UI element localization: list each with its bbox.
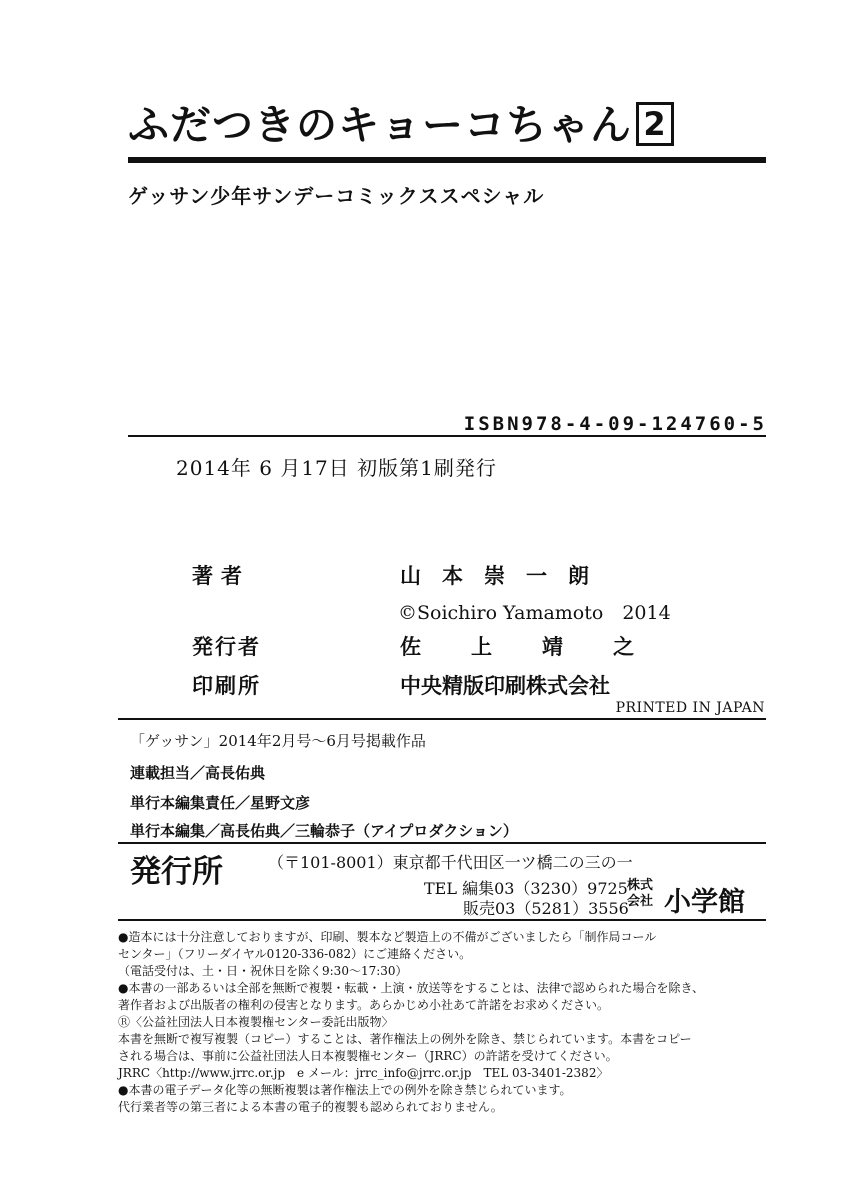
fineprint-line: される場合は、事前に公益社団法人日本複製権センター（JRRC）の許諾を受けてください。 <box>118 1049 618 1063</box>
fineprint-line: （電話受付は、土・日・祝休日を除く9:30～17:30） <box>118 964 408 978</box>
publisher-address: （〒101-8001）東京都千代田区一ツ橋二の三の一 <box>268 853 633 872</box>
fineprint-line: ●本書の一部あるいは全部を無断で複製・転載・上演・放送等をすることは、法律で認められた場合を除き、 <box>118 981 704 995</box>
printer-label: 印刷所 <box>192 673 261 698</box>
publisher-rule <box>118 919 766 921</box>
author-name: 山本崇一朗 <box>400 563 610 588</box>
isbn-code: ISBN978-4-09-124760-5 <box>463 413 767 435</box>
volume-number-box: 2 <box>636 102 674 146</box>
notes-rule <box>118 842 766 844</box>
kabushiki-kaisha-mark <box>627 878 653 910</box>
publisher-label: 発行所 <box>130 854 223 890</box>
book-title-text: ふだつきのキョーコちゃん <box>128 101 632 149</box>
volume-editor-chief-note: 単行本編集責任／星野文彦 <box>130 794 311 812</box>
serial-editor-note: 連載担当／高長佑典 <box>130 764 266 782</box>
edition-line: 2014年 6 月17日 初版第1刷発行 <box>176 456 497 480</box>
printer-name: 中央精版印刷株式会社 <box>400 673 610 698</box>
fineprint-line: 著作者および出版者の権利の侵害となります。あらかじめ小社あて許諾をお求めください。 <box>118 998 610 1012</box>
kaisha-line-2: 会社 <box>627 894 654 909</box>
fineprint-line: センター」（フリーダイヤル0120-336-082）にご連絡ください。 <box>118 947 472 961</box>
credits-rule <box>118 718 766 720</box>
publisher-person-name: 佐上靖之 <box>400 634 684 659</box>
fineprint-line: JRRC〈http://www.jrrc.or.jp e メール：jrrc_info@jrrc.or.jp TEL 03-3401-2382〉 <box>118 1066 609 1080</box>
fineprint-line: ●本書の電子データ化等の無断複製は著作権法上での例外を除き禁じられています。 <box>118 1083 572 1097</box>
kaisha-line-1: 株式 <box>627 878 654 893</box>
serialization-note: 「ゲッサン」2014年2月号～6月号掲載作品 <box>130 732 426 750</box>
fineprint-line: ●造本には十分注意しておりますが、印刷、製本など製造上の不備がございましたら「制作局コール <box>118 930 657 944</box>
fineprint-line: 本書を無断で複写複製（コピー）することは、著作権法上の例外を除き、禁じられています。本書をコピー <box>118 1032 692 1046</box>
publisher-name: 小学館 <box>664 887 745 918</box>
printed-in-japan: PRINTED IN JAPAN <box>615 700 765 716</box>
volume-editing-note: 単行本編集／高長佑典／三輪恭子（アイプロダクション） <box>130 822 518 840</box>
publisher-tel-sales: 販売03（5281）3556 <box>463 899 629 918</box>
fineprint-line: Ⓡ〈公益社団法人日本複製権センター委託出版物〉 <box>118 1015 394 1029</box>
book-title <box>128 92 674 151</box>
author-label: 著者 <box>192 563 250 588</box>
fineprint-block <box>118 929 704 1116</box>
isbn-rule <box>128 435 766 437</box>
copyright-line: ©Soichiro Yamamoto 2014 <box>398 602 671 624</box>
title-rule <box>128 157 766 163</box>
fineprint-line: 代行業者等の第三者による本書の電子的複製も認められておりません。 <box>118 1100 503 1114</box>
publisher-person-label: 発行者 <box>192 634 261 659</box>
series-name: ゲッサン少年サンデーコミックススペシャル <box>128 184 545 208</box>
publisher-tel-editorial: TEL 編集03（3230）9725 <box>424 879 628 898</box>
